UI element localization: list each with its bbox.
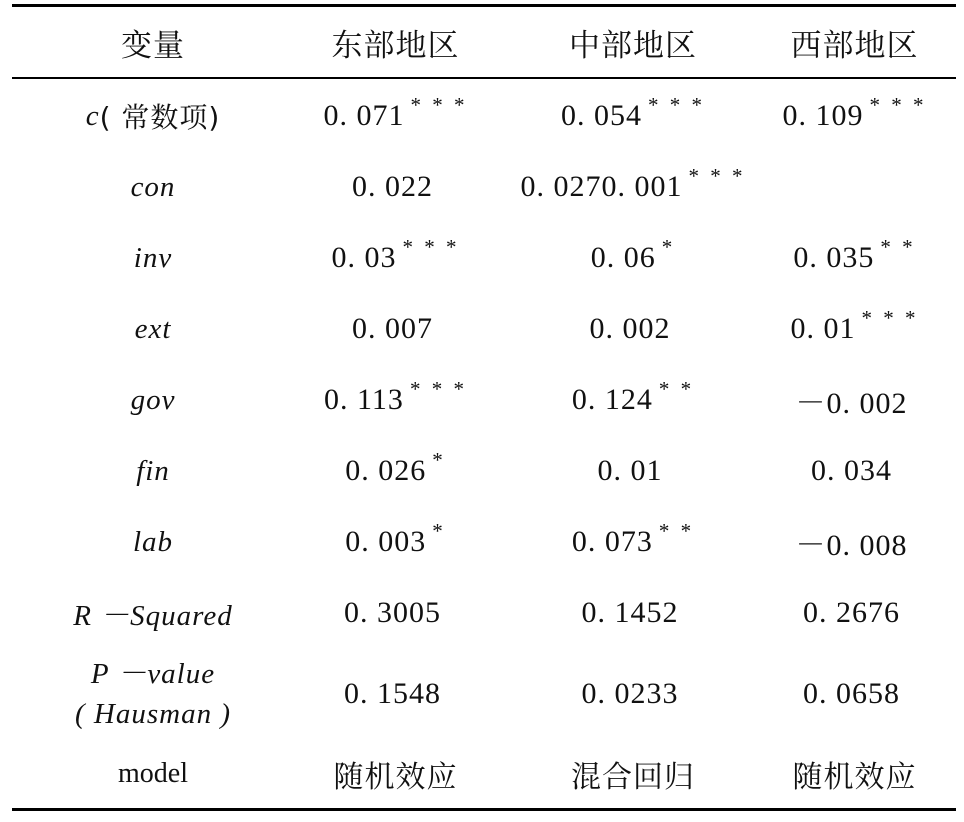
east-cell: 0. 113 * * * (324, 376, 467, 416)
table-row (12, 80, 956, 152)
east-cell: 0. 003 * (345, 518, 446, 558)
table-row (12, 152, 956, 222)
var-cell: R －Squared (73, 599, 233, 632)
west-cell: 0. 109 * * * (782, 92, 927, 132)
table-row (12, 648, 956, 740)
var-cell: c ( 常数项) (85, 99, 221, 134)
table-row (12, 294, 956, 364)
east-model: 随机效应 (333, 760, 458, 795)
var-stack: P －value ( Hausman ) (75, 658, 231, 730)
central-cell: 0. 0233 (581, 677, 679, 710)
header-central: 中部地区 (569, 27, 697, 64)
west-cell: －0. 008 (795, 529, 908, 562)
bottom-rule (12, 808, 956, 811)
east-cell: 0. 007 (352, 312, 433, 345)
west-model: 随机效应 (792, 760, 917, 795)
west-cell: －0. 002 (795, 387, 908, 420)
table-row (12, 578, 956, 648)
east-cell: 0. 022 (352, 170, 433, 203)
var-cell: lab (132, 525, 174, 558)
model-label: model (118, 758, 188, 789)
table-row (12, 436, 956, 506)
var-cell: gov (130, 383, 176, 416)
west-cell: 0. 01 * * * (790, 305, 919, 345)
header-rule (12, 77, 956, 79)
header-variable: 变量 (121, 27, 185, 64)
east-cell: 0. 026 * (345, 447, 446, 487)
header-row (12, 7, 956, 77)
central-cell: 0. 06 * (590, 234, 676, 274)
east-cell: 0. 03 * * * (331, 234, 460, 274)
west-cell: 0. 034 (811, 454, 892, 487)
var-cell: ext (134, 312, 172, 345)
east-cell: 0. 1548 (344, 677, 441, 710)
central-cell: 0. 1452 (581, 596, 679, 629)
east-cell: 0. 3005 (344, 596, 441, 629)
var-cell: con (130, 170, 176, 203)
central-cell: 0. 0270. 001 * * * (520, 163, 746, 203)
west-cell: 0. 0658 (803, 677, 900, 710)
header-west: 西部地区 (790, 27, 919, 64)
east-cell: 0. 071 * * * (323, 92, 468, 132)
central-model: 混合回归 (571, 760, 695, 795)
var-cell: inv (133, 241, 173, 274)
central-cell: 0. 01 (597, 454, 663, 487)
west-cell: 0. 2676 (803, 596, 900, 629)
west-cell: 0. 035 * * (793, 234, 916, 274)
table-row (12, 222, 956, 294)
table-row (12, 364, 956, 436)
table-row (12, 506, 956, 578)
central-cell: 0. 002 (589, 312, 671, 345)
central-cell: 0. 124 * * (571, 376, 695, 416)
var-cell: fin (136, 454, 170, 487)
model-row (12, 740, 956, 808)
header-east: 东部地区 (331, 27, 460, 64)
central-cell: 0. 073 * * (571, 518, 695, 558)
var-cell (12, 654, 294, 734)
central-cell: 0. 054 * * * (561, 92, 705, 132)
